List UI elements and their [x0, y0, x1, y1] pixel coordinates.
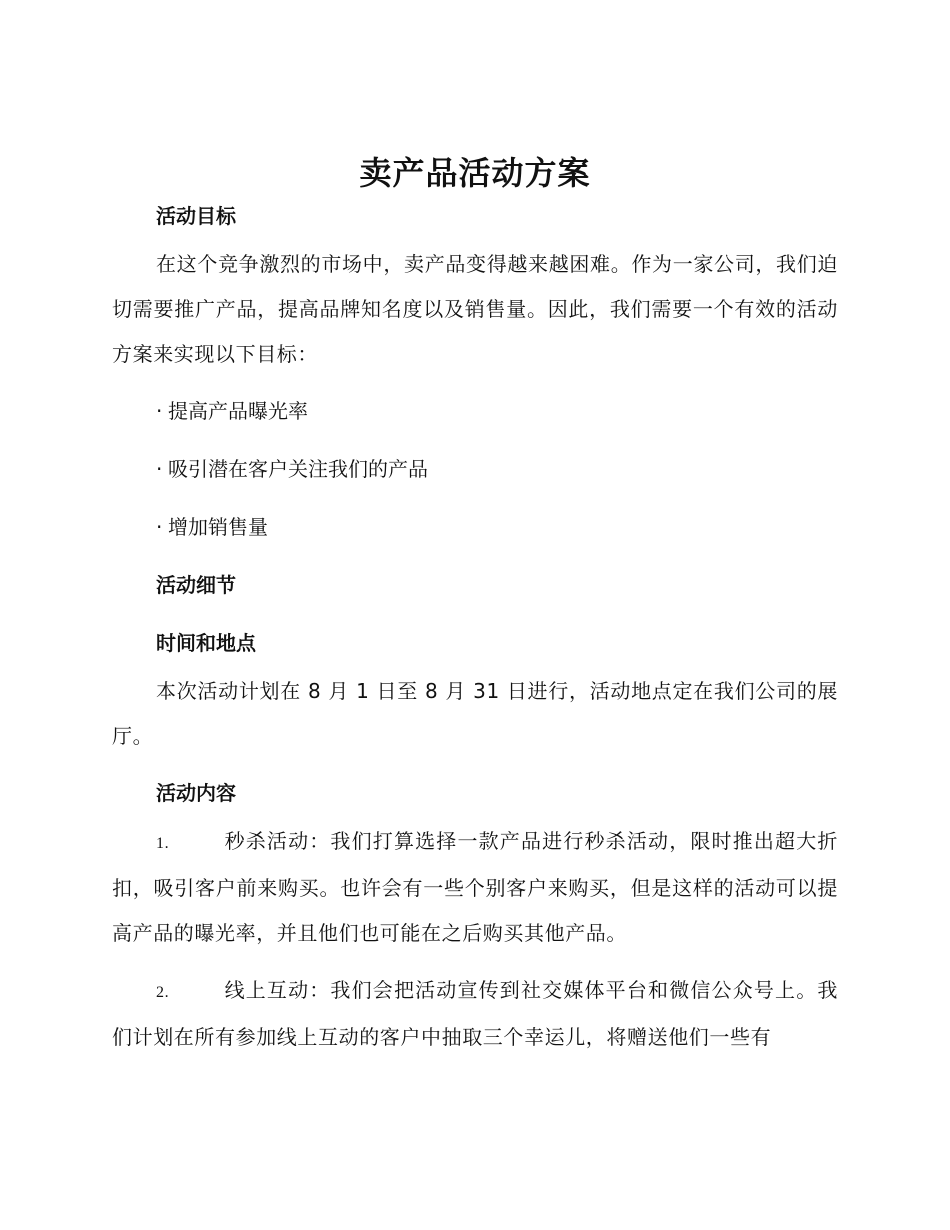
document-title: 卖产品活动方案 — [359, 154, 591, 192]
bullet-icon: · — [156, 515, 163, 539]
section-heading-goal: 活动目标 — [156, 204, 236, 228]
bullet-icon: · — [156, 457, 163, 481]
goal-list-item — [112, 397, 838, 425]
subheading-time-place: 时间和地点 — [156, 631, 256, 655]
content-list-item-text: 线上互动：我们会把活动宣传到社交媒体平台和微信公众号上。我们计划在所有参加线上互动的客户中抽取三个幸运儿，将赠送他们一些有 — [112, 978, 838, 1049]
subheading-content: 活动内容 — [156, 781, 236, 805]
goal-list-item — [112, 455, 838, 483]
document-body — [112, 150, 838, 1060]
goal-list-item-text: 提高产品曝光率 — [168, 399, 308, 423]
list-number: 1. — [156, 835, 170, 852]
goal-list-item-text: 吸引潜在客户关注我们的产品 — [168, 457, 428, 481]
section-heading-details: 活动细节 — [156, 573, 236, 597]
goal-list-item-text: 增加销售量 — [168, 515, 268, 539]
content-list-item-text: 秒杀活动：我们打算选择一款产品进行秒杀活动，限时推出超大折扣，吸引客户前来购买。也许会有一些个别客户来购买，但是这样的活动可以提高产品的曝光率，并且他们也可能在之后购买其他产品。 — [112, 829, 838, 945]
goal-list-item — [112, 513, 838, 541]
bullet-icon: · — [156, 399, 163, 423]
content-list-item — [112, 968, 838, 1060]
list-number: 2. — [156, 984, 170, 1001]
goal-intro-paragraph: 在这个竞争激烈的市场中，卖产品变得越来越困难。作为一家公司，我们迫切需要推广产品，提高品牌知名度以及销售量。因此，我们需要一个有效的活动方案来实现以下目标： — [112, 252, 838, 366]
content-list-item — [112, 819, 838, 956]
time-place-paragraph: 本次活动计划在 8 月 1 日至 8 月 31 日进行，活动地点定在我们公司的展厅。 — [112, 679, 838, 748]
